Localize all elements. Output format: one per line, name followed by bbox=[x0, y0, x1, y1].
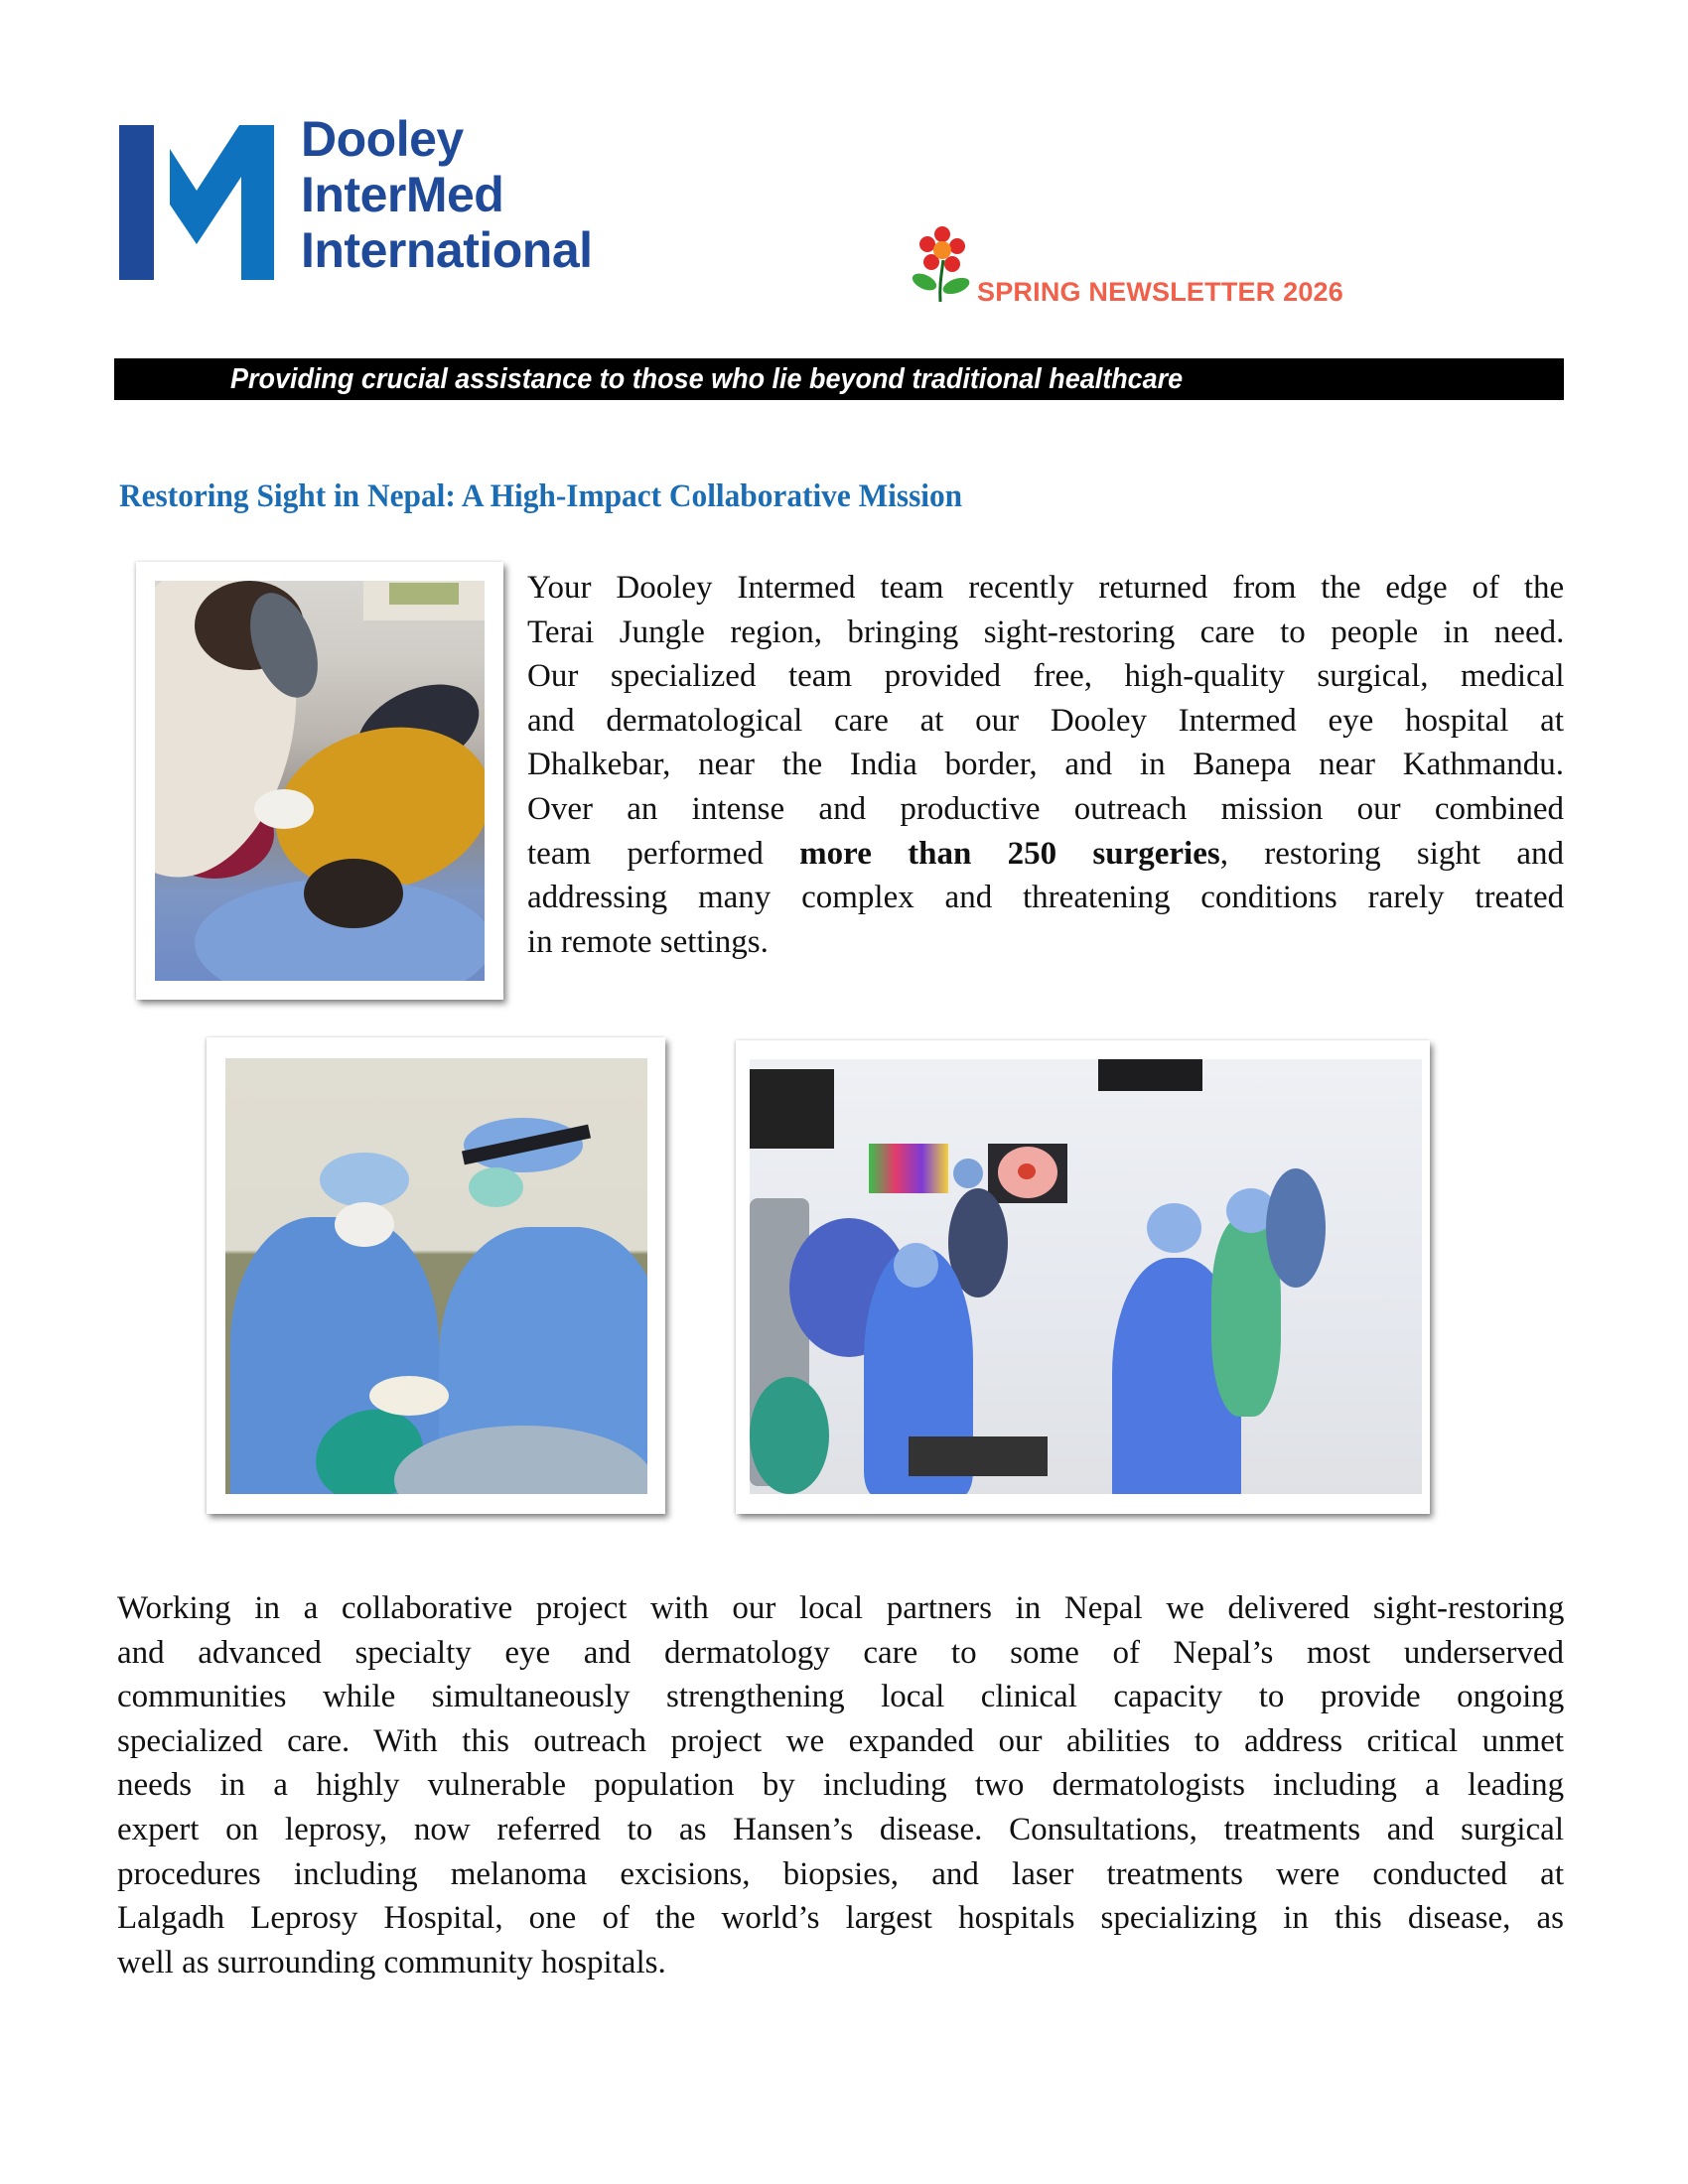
body-line: communities while simultaneously strengthening local clinical capacity to provide ongoing bbox=[117, 1679, 1565, 1715]
body-line: and advanced specialty eye and dermatology care to some of Nepal’s most underserved bbox=[117, 1634, 1564, 1671]
logo-line-3: International bbox=[301, 222, 593, 278]
article-body-paragraph bbox=[117, 1586, 1564, 1984]
photo-frame-surgeons bbox=[207, 1037, 665, 1514]
photo-operating-room bbox=[750, 1059, 1422, 1494]
photo-frame-operating-room bbox=[736, 1040, 1430, 1514]
newsletter-edition-label: SPRING NEWSLETTER 2026 bbox=[977, 277, 1343, 307]
logo-line-2: InterMed bbox=[301, 167, 504, 222]
body-line: expert on leprosy, now referred to as Hansen’s disease. Consultations, treatments and surgical bbox=[117, 1811, 1564, 1847]
intro-text-before: team performed bbox=[527, 835, 764, 872]
intro-line: and dermatological care at our Dooley Intermed eye hospital at bbox=[527, 702, 1564, 739]
logo-wordmark bbox=[301, 111, 593, 278]
photo-frame-eye-exam bbox=[136, 562, 503, 1000]
body-line: well as surrounding community hospitals. bbox=[117, 1944, 666, 1980]
body-line: Working in a collaborative project with our local partners in Nepal we delivered sight-restoring bbox=[117, 1590, 1565, 1626]
body-line: needs in a highly vulnerable population by including two dermatologists including a leading bbox=[117, 1767, 1565, 1804]
intro-line: Our specialized team provided free, high-quality surgical, medical bbox=[527, 658, 1565, 695]
logo-line-1: Dooley bbox=[301, 111, 464, 167]
intro-line: Over an intense and productive outreach mission our combined bbox=[527, 790, 1564, 827]
article-title: Restoring Sight in Nepal: A High-Impact Collaborative Mission bbox=[119, 478, 963, 514]
intro-line: in remote settings. bbox=[527, 923, 769, 960]
tagline-banner bbox=[114, 358, 1564, 400]
intro-line: Terai Jungle region, bringing sight-restoring care to people in need. bbox=[527, 614, 1565, 650]
tagline-text: Providing crucial assistance to those who lie beyond traditional healthcare bbox=[230, 363, 1184, 395]
flower-icon bbox=[910, 220, 979, 304]
intro-line: addressing many complex and threatening conditions rarely treated bbox=[527, 880, 1565, 916]
intro-line: Dhalkebar, near the India border, and in Banepa near Kathmandu. bbox=[527, 747, 1564, 783]
article-intro-paragraph bbox=[527, 566, 1564, 964]
intro-line-highlight bbox=[527, 832, 1564, 877]
logo-m-mark-icon bbox=[117, 123, 278, 282]
intro-line: Your Dooley Intermed team recently returned from the edge of the bbox=[527, 570, 1565, 606]
logo-bar-dark bbox=[119, 125, 154, 280]
logo-chevron-light bbox=[170, 125, 274, 280]
photo-eye-exam bbox=[155, 581, 485, 981]
body-line: Lalgadh Leprosy Hospital, one of the world’s largest hospitals specializing in this disease, as bbox=[117, 1900, 1564, 1937]
body-line: procedures including melanoma excisions, biopsies, and laser treatments were conducted at bbox=[117, 1855, 1564, 1892]
surgery-count-highlight: more than 250 surgeries bbox=[799, 835, 1220, 872]
body-line: specialized care. With this outreach project we expanded our abilities to address critical unmet bbox=[117, 1722, 1565, 1759]
photo-surgeons bbox=[225, 1058, 647, 1494]
intro-text-after: , restoring sight and bbox=[1219, 835, 1564, 872]
